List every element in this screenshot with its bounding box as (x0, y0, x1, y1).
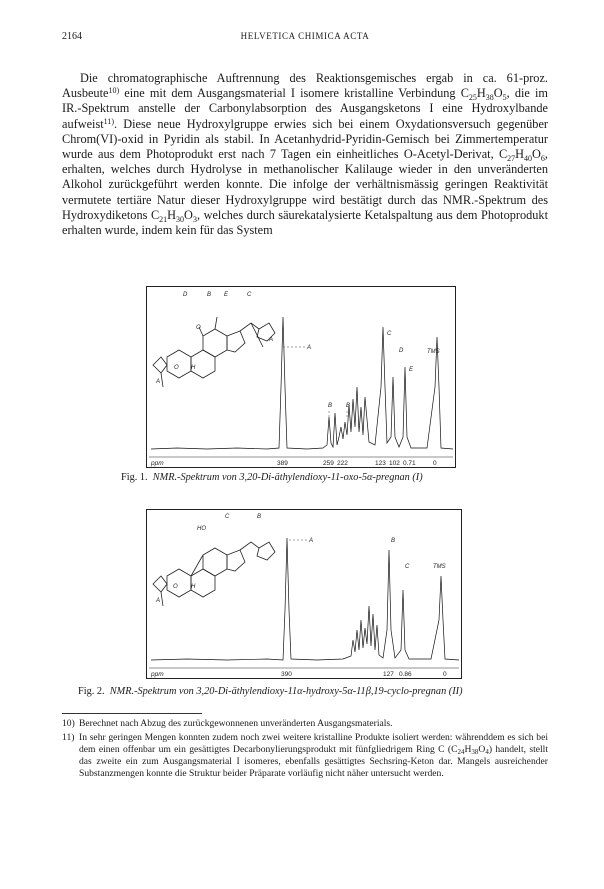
struct-label-b: B (207, 292, 212, 298)
peak-label-tms: TMS (427, 349, 440, 355)
tick2-127: 127 (383, 671, 394, 678)
footnote-ref-11[interactable]: 11) (103, 116, 115, 126)
body-text-1: Die chromatographische Auftrennung des Reaktionsgemisches ergab in ca. 61-proz. Ausbeute (62, 71, 548, 101)
struct-label-a1: A (269, 337, 274, 343)
tick-259: 259 (323, 460, 334, 467)
tick2-390: 390 (281, 671, 292, 678)
nmr-spectrum-figure-1 (146, 286, 456, 468)
spectrum-trace-2 (151, 538, 459, 660)
figure-1-caption: Fig. 1. NMR.-Spektrum von 3,20-Di-äthylendioxy-11-oxo-5α-pregnan (I) (121, 472, 423, 483)
peak2-label-b: B (391, 538, 396, 544)
journal-title: HELVETICA CHIMICA ACTA (240, 31, 370, 41)
body-text-2: eine mit dem Ausgangsmaterial I isomere kristalline Verbindung (119, 86, 461, 101)
struct-label-o: O (196, 325, 201, 331)
peak-label-d: D (399, 348, 404, 354)
struct2-label-o: O (173, 584, 178, 590)
body-text-3: , die im IR.-Spektrum anstelle der Carbonylabsorption des Ausgangsketons I eine Hydroxylbande aufweist (62, 86, 548, 131)
tick-071: 0.71 (403, 460, 416, 467)
struct-label-d: D (183, 292, 188, 298)
struct2-label-c: C (225, 514, 230, 520)
tick-222: 222 (337, 460, 348, 467)
peak-label-e: E (409, 367, 414, 373)
formula-c27h40o6: $C_{27}H_{40}O_6$ (498, 147, 545, 164)
tick-389: 389 (277, 460, 288, 467)
page-header (62, 31, 548, 45)
formula-c24h38o4: $C_{24}H_{38}O_4$ (451, 744, 489, 756)
steroid-structure-2 (153, 542, 275, 606)
peak-label-b2: B (346, 403, 351, 409)
footnote-divider (62, 713, 202, 714)
tick2-086: 0.86 (399, 671, 412, 678)
body-text-6: , welches durch säurekatalysierte Ketalspaltung aus dem Photoprodukt erhalten wurde, indem kein für das System (62, 207, 548, 238)
tick2-0: 0 (443, 671, 447, 678)
footnote-number-10: 10) (62, 718, 75, 729)
page-number: 2164 (62, 31, 82, 42)
footnote-text-10: Berechnet nach Abzug des zurückgewonnenen unveränderten Ausgangsmaterials. (79, 718, 393, 729)
peak-label-a: A (307, 345, 312, 351)
nmr-spectrum-1-plot (147, 287, 455, 467)
struct-label-e: E (224, 292, 229, 298)
ppm-label-2: ppm (151, 671, 164, 678)
tick-0: 0 (433, 460, 437, 467)
spectrum-trace-1 (151, 317, 453, 449)
formula-c25h38o5: $C_{25}H_{38}O_5$ (460, 86, 507, 103)
struct2-label-h: H (191, 584, 196, 590)
tick-123: 123 (375, 460, 386, 467)
struct2-label-a: A (156, 598, 161, 604)
peak-label-b1: B (328, 403, 333, 409)
struct-label-a2: A (156, 379, 161, 385)
footnote-ref-10[interactable]: 10) (108, 86, 120, 96)
struct2-label-ho: HO (197, 526, 206, 532)
struct2-label-b: B (257, 514, 262, 520)
nmr-spectrum-figure-2 (146, 509, 462, 679)
steroid-structure-1 (153, 317, 275, 387)
struct-label-h: H (191, 365, 196, 371)
peak2-label-c: C (405, 564, 410, 570)
struct-label-c: C (247, 292, 252, 298)
peak2-label-tms: TMS (433, 564, 446, 570)
footnote-number-11: 11) (62, 732, 75, 743)
formula-c21h30o3: $C_{21}H_{30}O_3$ (150, 207, 197, 224)
footnote-11 (62, 732, 548, 780)
ppm-label-1: ppm (151, 460, 164, 467)
struct-label-o2: O (174, 365, 179, 371)
body-text-4: . Diese neue Hydroxylgruppe erwies sich bei einem Oxydationsversuch gegenüber Chrom(VI)-oxid in Pyridin als stabil. In Acetanhydrid-Pyridin-Gemisch bei Zimmertemperatur wurde aus dem Photoprodukt erst nach 7 Tagen ein einheitliches O-Acetyl-Derivat, (62, 116, 548, 162)
body-paragraph (62, 71, 548, 238)
figure-2-caption: Fig. 2. NMR.-Spektrum von 3,20-Di-äthylendioxy-11α-hydroxy-5α-11β,19-cyclo-pregnan (II) (78, 686, 463, 697)
peak2-label-a: A (309, 538, 314, 544)
body-text-5: , erhalten, welches durch Hydrolyse in methanolischer Kalilauge wieder in den unveränderten Alkohol zurückgeführt werden konnte. Die infolge der verhältnismässig geringen Reaktivität vermutete tertiäre Natur dieser Hydroxylgruppe wird bestätigt durch das NMR.-Spektrum des Hydroxydiketons (62, 147, 548, 222)
nmr-spectrum-2-plot (147, 510, 461, 678)
footnote-text-11: In sehr geringen Mengen konnten zudem noch zwei weitere kristalline Produkte isoliert werden: währenddem es sich bei dem einen offenbar um ein gesättigtes Decarbonylierungsprodukt mit fünfgliedrigem Ring C $(C_{24}H_{38}O_4)$ handelt, stellt das zweite ein zum Ausgangsmaterial I isomeres, ebenfalls gesättigtes Sechsring-Keton dar. Mangels ausreichender Substanzmengen konnte die Struktur beider Präparate vorläufig nicht näher untersucht werden. (79, 732, 548, 779)
footnote-10 (62, 718, 548, 730)
peak-label-c: C (387, 331, 392, 337)
tick-102: 102 (389, 460, 400, 467)
